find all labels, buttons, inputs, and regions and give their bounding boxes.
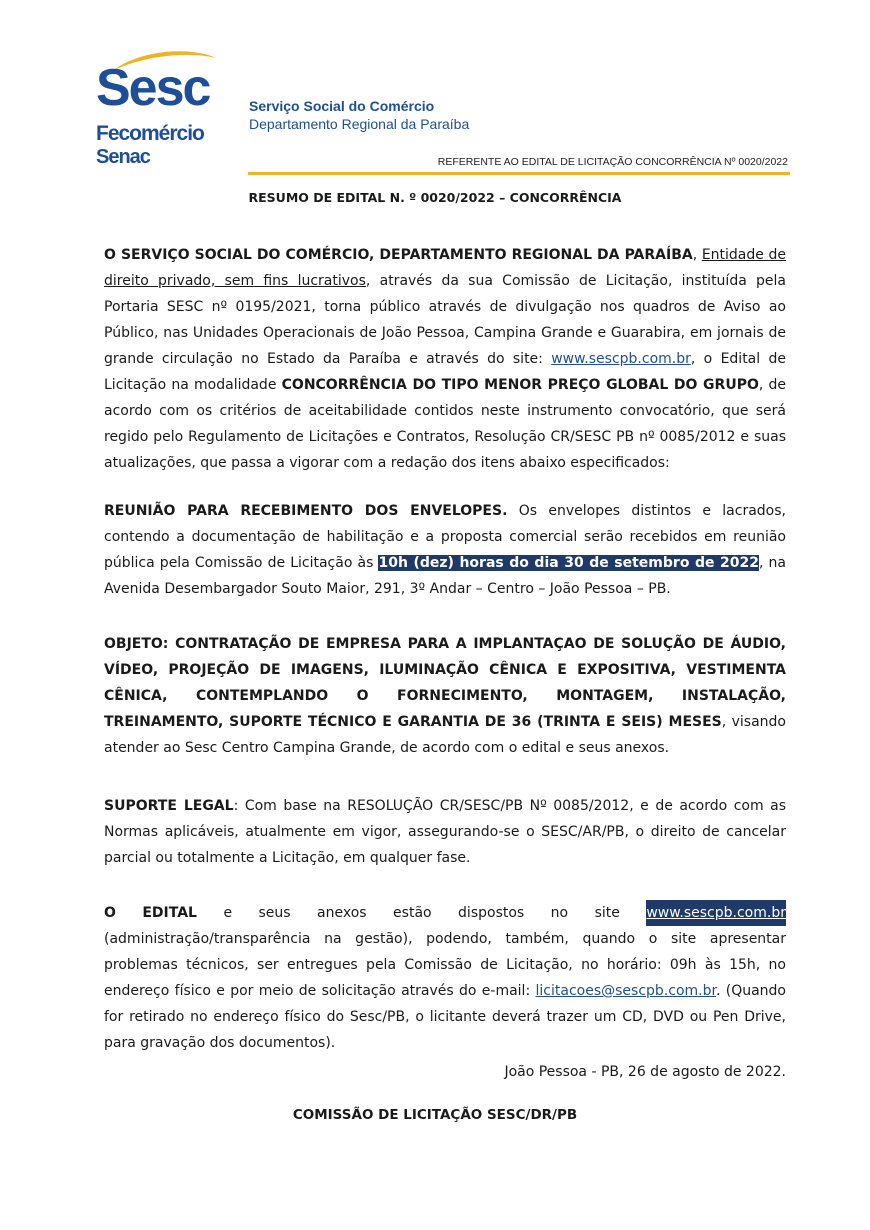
legal-support-text: : Com base na RESOLUÇÃO CR/SESC/PB Nº 0085/2012, e de acordo com as Normas aplicáveis, atualmente em vigor, assegurando-se o SESC/AR/PB, o direito de cancelar parcial ou totalmente a Licitação, em qualquer fase.: [104, 798, 786, 866]
paragraph-legal-support: [104, 793, 786, 871]
edital-text-1: (administração/transparência na gestão), podendo, também, quando o site apresentar problemas técnicos, ser entregues pela Comissão de Licitação, no horário: 09h às 15h, no endereço físico e por meio de solicitação através do e-mail:: [104, 931, 786, 999]
edital-word: dispostos: [458, 905, 525, 921]
edital-body: [104, 926, 786, 1056]
paragraph-intro: [104, 242, 786, 476]
reference-line: REFERENTE AO EDITAL DE LICITAÇÃO CONCORRÊNCIA Nº 0020/2022: [437, 156, 788, 168]
logo-senac-wordmark: Senac: [96, 146, 150, 168]
date-line: João Pessoa - PB, 26 de agosto de 2022.: [504, 1064, 786, 1080]
paragraph-edital: [104, 900, 786, 1056]
intro-text-2: , o Edital de Licitação na modalidade: [104, 351, 786, 393]
edital-site-link[interactable]: www.sescpb.com.br: [646, 900, 786, 926]
edital-word: estão: [393, 905, 432, 921]
meeting-date-highlight: 10h (dez) horas do dia 30 de setembro de 2022: [378, 555, 759, 571]
organization-name: Serviço Social do Comércio: [249, 98, 435, 114]
object-text: , visando atender ao Sesc Centro Campina Grande, de acordo com o edital e seus anexos.: [104, 714, 786, 756]
edital-first-line: [104, 900, 786, 926]
logo-fecomercio-wordmark: Fecomércio: [96, 122, 204, 145]
commission-signature: COMISSÃO DE LICITAÇÃO SESC/DR/PB: [292, 1107, 578, 1123]
meeting-text-1: Os envelopes distintos e lacrados, contendo a documentação de habilitação e a proposta comercial serão recebidos em reunião pública pela Comissão de Licitação às: [104, 503, 786, 571]
logo-sesc-wordmark: Sesc: [96, 59, 210, 117]
edital-word: seus: [258, 905, 291, 921]
meeting-heading: REUNIÃO PARA RECEBIMENTO DOS ENVELOPES.: [104, 503, 508, 519]
intro-text-3: , de acordo com os critérios de aceitabilidade contidos neste instrumento convocatório, que será regido pelo Regulamento de Licitações e Contratos, Resolução CR/SESC PB nº 0085/2012 e suas atualizações, que passa a vigorar com a redação dos itens abaixo especificados:: [104, 377, 787, 471]
edital-text-2: . (Quando for retirado no endereço físico do Sesc/PB, o licitante deverá trazer um CD, DVD ou Pen Drive, para gravação dos documentos).: [104, 983, 786, 1051]
intro-entity-name: O SERVIÇO SOCIAL DO COMÉRCIO, DEPARTAMENTO REGIONAL DA PARAÍBA: [104, 247, 693, 263]
edital-word-o: O: [104, 905, 116, 921]
paragraph-meeting: [104, 498, 786, 602]
paragraph-object: [104, 631, 786, 761]
organization-department: Departamento Regional da Paraíba: [249, 116, 470, 132]
intro-site-link[interactable]: www.sescpb.com.br: [551, 351, 691, 367]
edital-email-link[interactable]: licitacoes@sescpb.com.br: [535, 983, 716, 999]
object-heading: OBJETO: CONTRATAÇÃO DE EMPRESA PARA A IMPLANTAÇAO DE SOLUÇÃO DE ÁUDIO, VÍDEO, PROJEÇÃO DE IMAGENS, ILUMINAÇÃO CÊNICA E EXPOSITIVA, VESTIMENTA CÊNICA, CONTEMPLANDO O FORNECIMENTO, MONTAGEM, INSTALAÇÃO, TREINAMENTO, SUPORTE TÉCNICO E GARANTIA DE 36 (TRINTA E SEIS) MESES: [104, 636, 786, 730]
edital-word: site: [594, 905, 620, 921]
intro-modality: CONCORRÊNCIA DO TIPO MENOR PREÇO GLOBAL DO GRUPO: [281, 377, 759, 393]
edital-word: anexos: [317, 905, 367, 921]
edital-word: no: [550, 905, 569, 921]
organization-block: [249, 97, 469, 133]
header-divider: [248, 172, 790, 175]
meeting-text-2: , na Avenida Desembargador Souto Maior, 291, 3º Andar – Centro – João Pessoa – PB.: [104, 555, 786, 597]
edital-word-edital: EDITAL: [142, 905, 197, 921]
edital-word: e: [223, 905, 233, 921]
intro-entity-type: Entidade de direito privado, sem fins lucrativos: [104, 247, 787, 289]
intro-separator: ,: [692, 247, 702, 263]
intro-text-1: , através da sua Comissão de Licitação, instituída pela Portaria SESC nº 0195/2021, torna público através de divulgação nos quadros de Aviso ao Público, nas Unidades Operacionais de João Pessoa, Campina Grande e Guarabira, em jornais de grande circulação no Estado da Paraíba e através do site:: [104, 273, 787, 367]
sesc-fecomercio-senac-logo: [96, 48, 226, 173]
document-title: RESUMO DE EDITAL N. º 0020/2022 – CONCORRÊNCIA: [248, 190, 622, 205]
legal-support-heading: SUPORTE LEGAL: [104, 798, 234, 814]
